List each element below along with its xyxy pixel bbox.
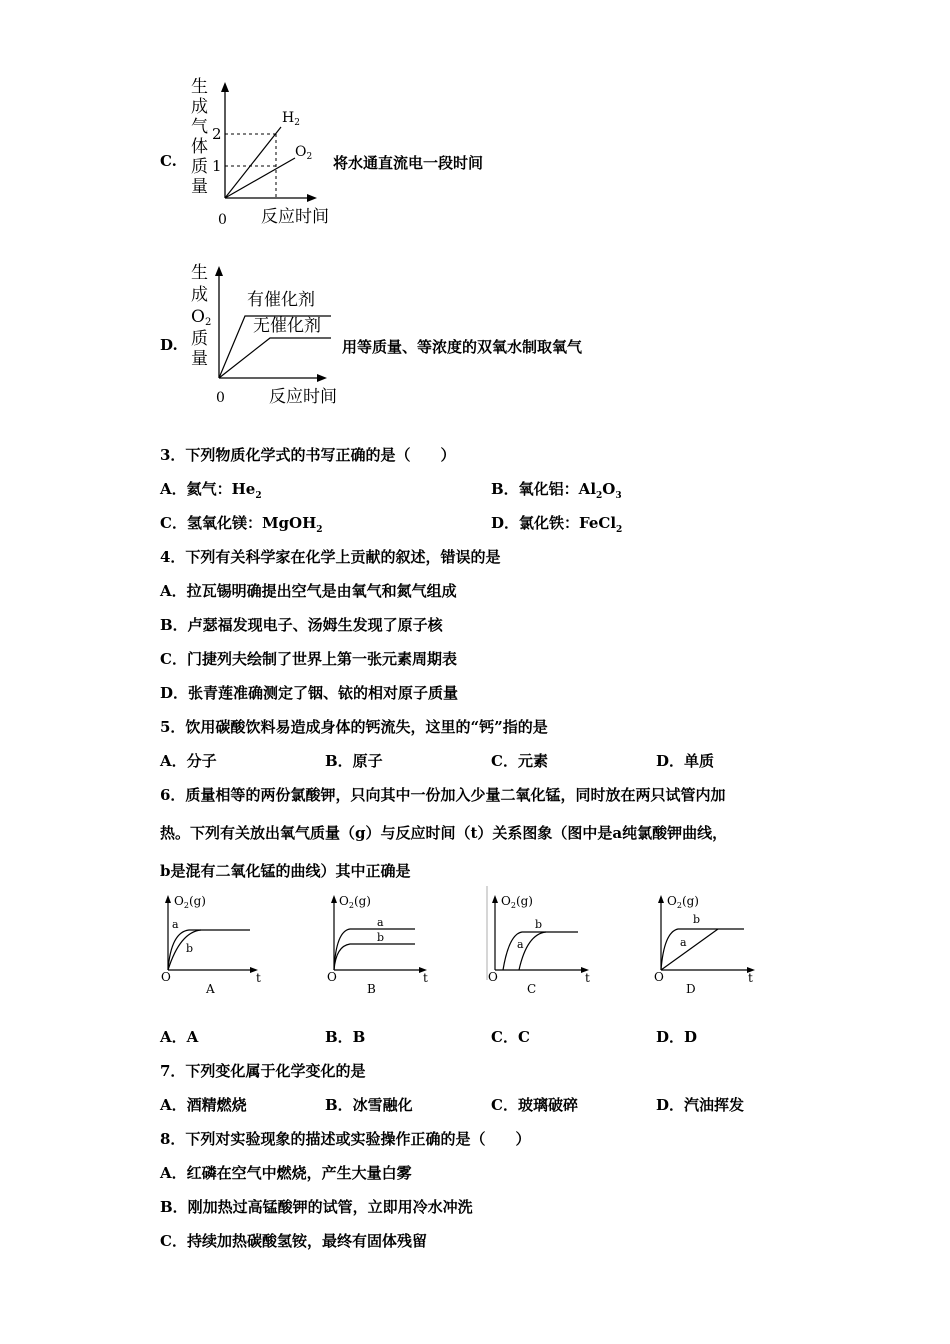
curve-a-label: a: [680, 936, 687, 949]
q6-option: D．D: [656, 1028, 698, 1046]
origin-label: 0: [216, 390, 225, 406]
q3-option-b: B．氧化铝：$Al_2O_3$: [491, 480, 622, 501]
curve-a: [168, 930, 250, 970]
q8-option: B．刚加热过高锰酸钾的试管，立即用冷水冲洗: [160, 1198, 473, 1216]
q5-option: A．分子: [160, 752, 217, 770]
q6-graph-b: [320, 886, 435, 998]
graph-ylabel: $O_2(g)$: [501, 894, 533, 910]
q6-stem-line3: b是混有二氧化锰的曲线）其中正确是: [160, 862, 411, 880]
graph-xlabel: t: [585, 971, 590, 985]
no-catalyst-curve: [219, 338, 331, 378]
q7-option: B．冰雪融化: [325, 1096, 413, 1114]
ylabel-char: 生: [191, 263, 208, 283]
graph-xlabel: t: [423, 971, 428, 985]
ylabel-char: 质: [191, 157, 208, 177]
ylabel-char: O2: [191, 307, 212, 328]
curve-a-label: a: [377, 916, 384, 929]
q6-option: B．B: [325, 1028, 366, 1046]
curve-b: [168, 930, 201, 970]
curve-b: [503, 932, 578, 970]
h2-label: $H_2$: [282, 110, 300, 128]
curve-b: [661, 929, 744, 970]
q3-option-c: C．氢氧化镁：MgOH$_2$: [160, 514, 323, 535]
no-catalyst-label: 无催化剂: [253, 316, 321, 336]
q6-option: A．A: [160, 1028, 199, 1046]
option-d-caption: 用等质量、等浓度的双氧水制取氧气: [342, 338, 583, 356]
option-d-letter: D.: [160, 336, 178, 354]
graph-xlabel: t: [748, 971, 753, 985]
q6-stem-line1: 6．质量相等的两份氯酸钾，只向其中一份加入少量二氧化锰，同时放在两只试管内加: [160, 786, 726, 804]
q7-option: C．玻璃破碎: [491, 1096, 578, 1114]
ylabel-char: 气: [191, 117, 208, 137]
graph-ylabel: $O_2(g)$: [174, 894, 206, 910]
q5-stem: 5．饮用碳酸饮料易造成身体的钙流失，这里的“钙”指的是: [160, 718, 548, 736]
q6-stem-line2: 热。下列有关放出氧气质量（g）与反应时间（t）关系图象（图中是a纯氯酸钾曲线，: [160, 824, 728, 842]
curve-a-label: a: [172, 918, 179, 931]
x-axis-label: 反应时间: [269, 387, 337, 407]
option-d-ylabel: [191, 263, 211, 369]
q7-option: D．汽油挥发: [656, 1096, 745, 1114]
graph-origin: O: [161, 970, 171, 984]
option-c-letter: C.: [160, 152, 177, 170]
option-c-graph: [183, 72, 338, 230]
curve-b: [334, 944, 415, 970]
ylabel-char: 量: [191, 177, 208, 197]
graph-letter: C: [527, 982, 537, 996]
option-c-ylabel: [191, 77, 208, 197]
graph-origin: O: [654, 970, 664, 984]
q4-option: B．卢瑟福发现电子、汤姆生发现了原子核: [160, 616, 443, 634]
q6-graph-c: [482, 886, 597, 998]
ylabel-char: 生: [191, 77, 208, 97]
q4-stem: 4．下列有关科学家在化学上贡献的叙述，错误的是: [160, 548, 501, 566]
q6-graph-d: [648, 886, 763, 998]
q8-stem: 8．下列对实验现象的描述或实验操作正确的是（ ）: [160, 1130, 531, 1148]
x-axis-arrow: [307, 194, 317, 202]
curve-b-label: b: [693, 913, 701, 926]
q5-option: C．元素: [491, 752, 548, 770]
tick-label-2: 2: [212, 125, 222, 143]
q8-option: A．红磷在空气中燃烧，产生大量白雾: [160, 1164, 412, 1182]
curve-b-label: b: [377, 931, 385, 944]
q6-graph-a: [155, 886, 265, 998]
q3-stem: 3．下列物质化学式的书写正确的是（ ）: [160, 446, 456, 464]
graph-letter: D: [686, 982, 696, 996]
h2-line: [225, 127, 281, 198]
ylabel-char: 成: [191, 97, 208, 117]
o2-label: $O_2$: [295, 144, 313, 162]
graph-ylabel: $O_2(g)$: [339, 894, 371, 910]
ylabel-char: 质: [191, 329, 208, 349]
graph-xlabel: t: [256, 971, 261, 985]
ylabel-char: 量: [191, 349, 208, 369]
q7-option: A．酒精燃烧: [160, 1096, 247, 1114]
tick-label-1: 1: [212, 157, 222, 175]
option-d-graph: [183, 258, 343, 410]
x-axis-label: 反应时间: [261, 207, 329, 227]
graph-letter: A: [206, 982, 215, 996]
o2-line: [225, 158, 295, 198]
curve-a-label: a: [517, 938, 524, 951]
y-axis-arrow: [215, 266, 223, 276]
q4-option: C．门捷列夫绘制了世界上第一张元素周期表: [160, 650, 457, 668]
graph-ylabel: $O_2(g)$: [667, 894, 699, 910]
curve-b-label: b: [186, 942, 194, 955]
catalyst-label: 有催化剂: [247, 290, 315, 310]
x-axis-arrow: [317, 374, 327, 382]
q6-option: C．C: [491, 1028, 530, 1046]
origin-label: 0: [218, 212, 227, 228]
q3-option-d: D．氯化铁：FeCl$_2$: [491, 514, 623, 535]
q4-option: D．张青莲准确测定了铟、铱的相对原子质量: [160, 684, 459, 702]
curve-b-label: b: [535, 918, 543, 931]
graph-origin: O: [327, 970, 337, 984]
y-axis-arrow: [221, 82, 229, 92]
curve-a: [334, 929, 415, 970]
q5-option: B．原子: [325, 752, 383, 770]
ylabel-char: 成: [191, 285, 208, 305]
q3-option-a: A．氦气：$He_2$: [160, 480, 262, 501]
graph-letter: B: [367, 982, 376, 996]
ylabel-char: 体: [191, 137, 208, 157]
q8-option: C．持续加热碳酸氢铵，最终有固体残留: [160, 1232, 427, 1250]
q4-option: A．拉瓦锡明确提出空气是由氧气和氮气组成: [160, 582, 457, 600]
graph-origin: O: [488, 970, 498, 984]
q7-stem: 7．下列变化属于化学变化的是: [160, 1062, 366, 1080]
option-c-caption: 将水通直流电一段时间: [333, 154, 484, 172]
q5-option: D．单质: [656, 752, 715, 770]
